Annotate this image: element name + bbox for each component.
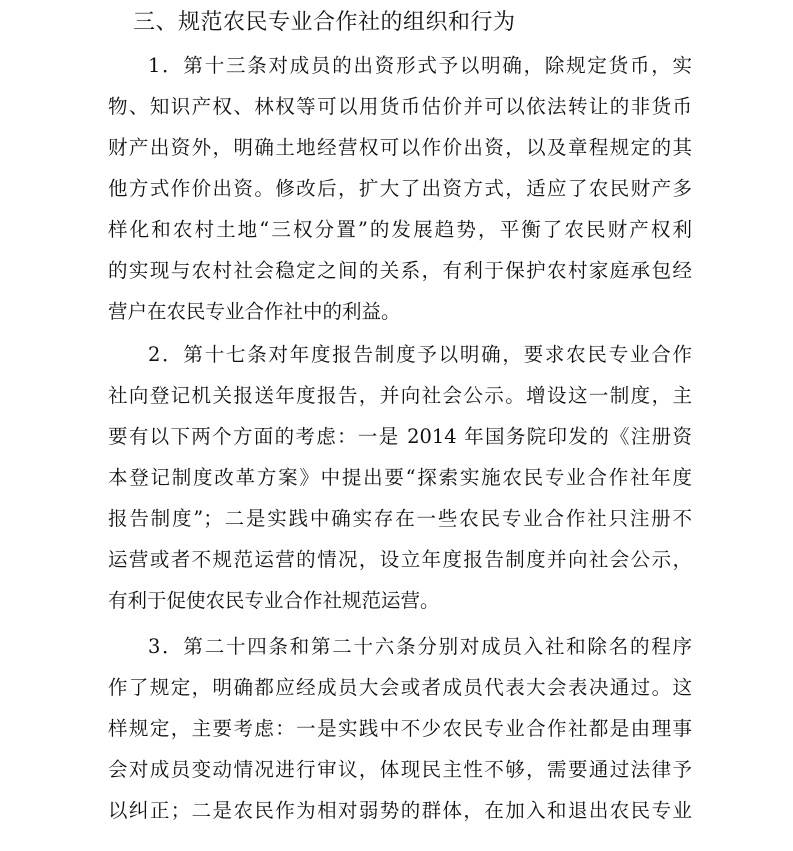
paragraph-3-line-5: 以纠正；二是农民作为相对弱势的群体，在加入和退出农民专业 [108, 799, 692, 822]
paragraph-2-line-6: 运营或者不规范运营的情况，设立年度报告制度并向社会公示， [108, 548, 692, 571]
paragraph-1-line-3: 财产出资外，明确土地经营权可以作价出资，以及章程规定的其 [108, 136, 692, 159]
paragraph-1-line-7: 营户在农民专业合作社中的利益。 [108, 300, 401, 323]
paragraph-2-line-3: 要有以下两个方面的考虑：一是 2014 年国务院印发的《注册资 [108, 425, 692, 448]
paragraph-2-line-5: 报告制度”；二是实践中确实存在一些农民专业合作社只注册不 [108, 507, 692, 530]
paragraph-1-line-5: 样化和农村土地“三权分置”的发展趋势，平衡了农民财产权利 [108, 218, 692, 241]
paragraph-2-line-4: 本登记制度改革方案》中提出要“探索实施农民专业合作社年度 [108, 466, 692, 489]
paragraph-1-line-4: 他方式作价出资。修改后，扩大了出资方式，适应了农民财产多 [108, 177, 692, 200]
paragraph-3-line-4: 会对成员变动情况进行审议，体现民主性不够，需要通过法律予 [108, 758, 692, 781]
paragraph-2-line-2: 社向登记机关报送年度报告，并向社会公示。增设这一制度，主 [108, 384, 692, 407]
paragraph-1-line-2: 物、知识产权、林权等可以用货币估价并可以依法转让的非货币 [108, 95, 692, 118]
paragraph-3-line-1: 3．第二十四条和第二十六条分别对成员入社和除名的程序 [148, 635, 692, 658]
section-heading: 三、规范农民专业合作社的组织和行为 [133, 10, 516, 35]
paragraph-1-line-1: 1．第十三条对成员的出资形式予以明确，除规定货币，实 [148, 54, 692, 77]
paragraph-3-line-3: 样规定，主要考虑：一是实践中不少农民专业合作社都是由理事 [108, 717, 692, 740]
paragraph-1-line-6: 的实现与农村社会稳定之间的关系，有利于保护农村家庭承包经 [108, 259, 692, 282]
paragraph-2-line-7: 有利于促使农民专业合作社规范运营。 [108, 589, 440, 612]
paragraph-3-line-2: 作了规定，明确都应经成员大会或者成员代表大会表决通过。这 [108, 676, 692, 699]
paragraph-2-line-1: 2．第十七条对年度报告制度予以明确，要求农民专业合作 [148, 343, 692, 366]
